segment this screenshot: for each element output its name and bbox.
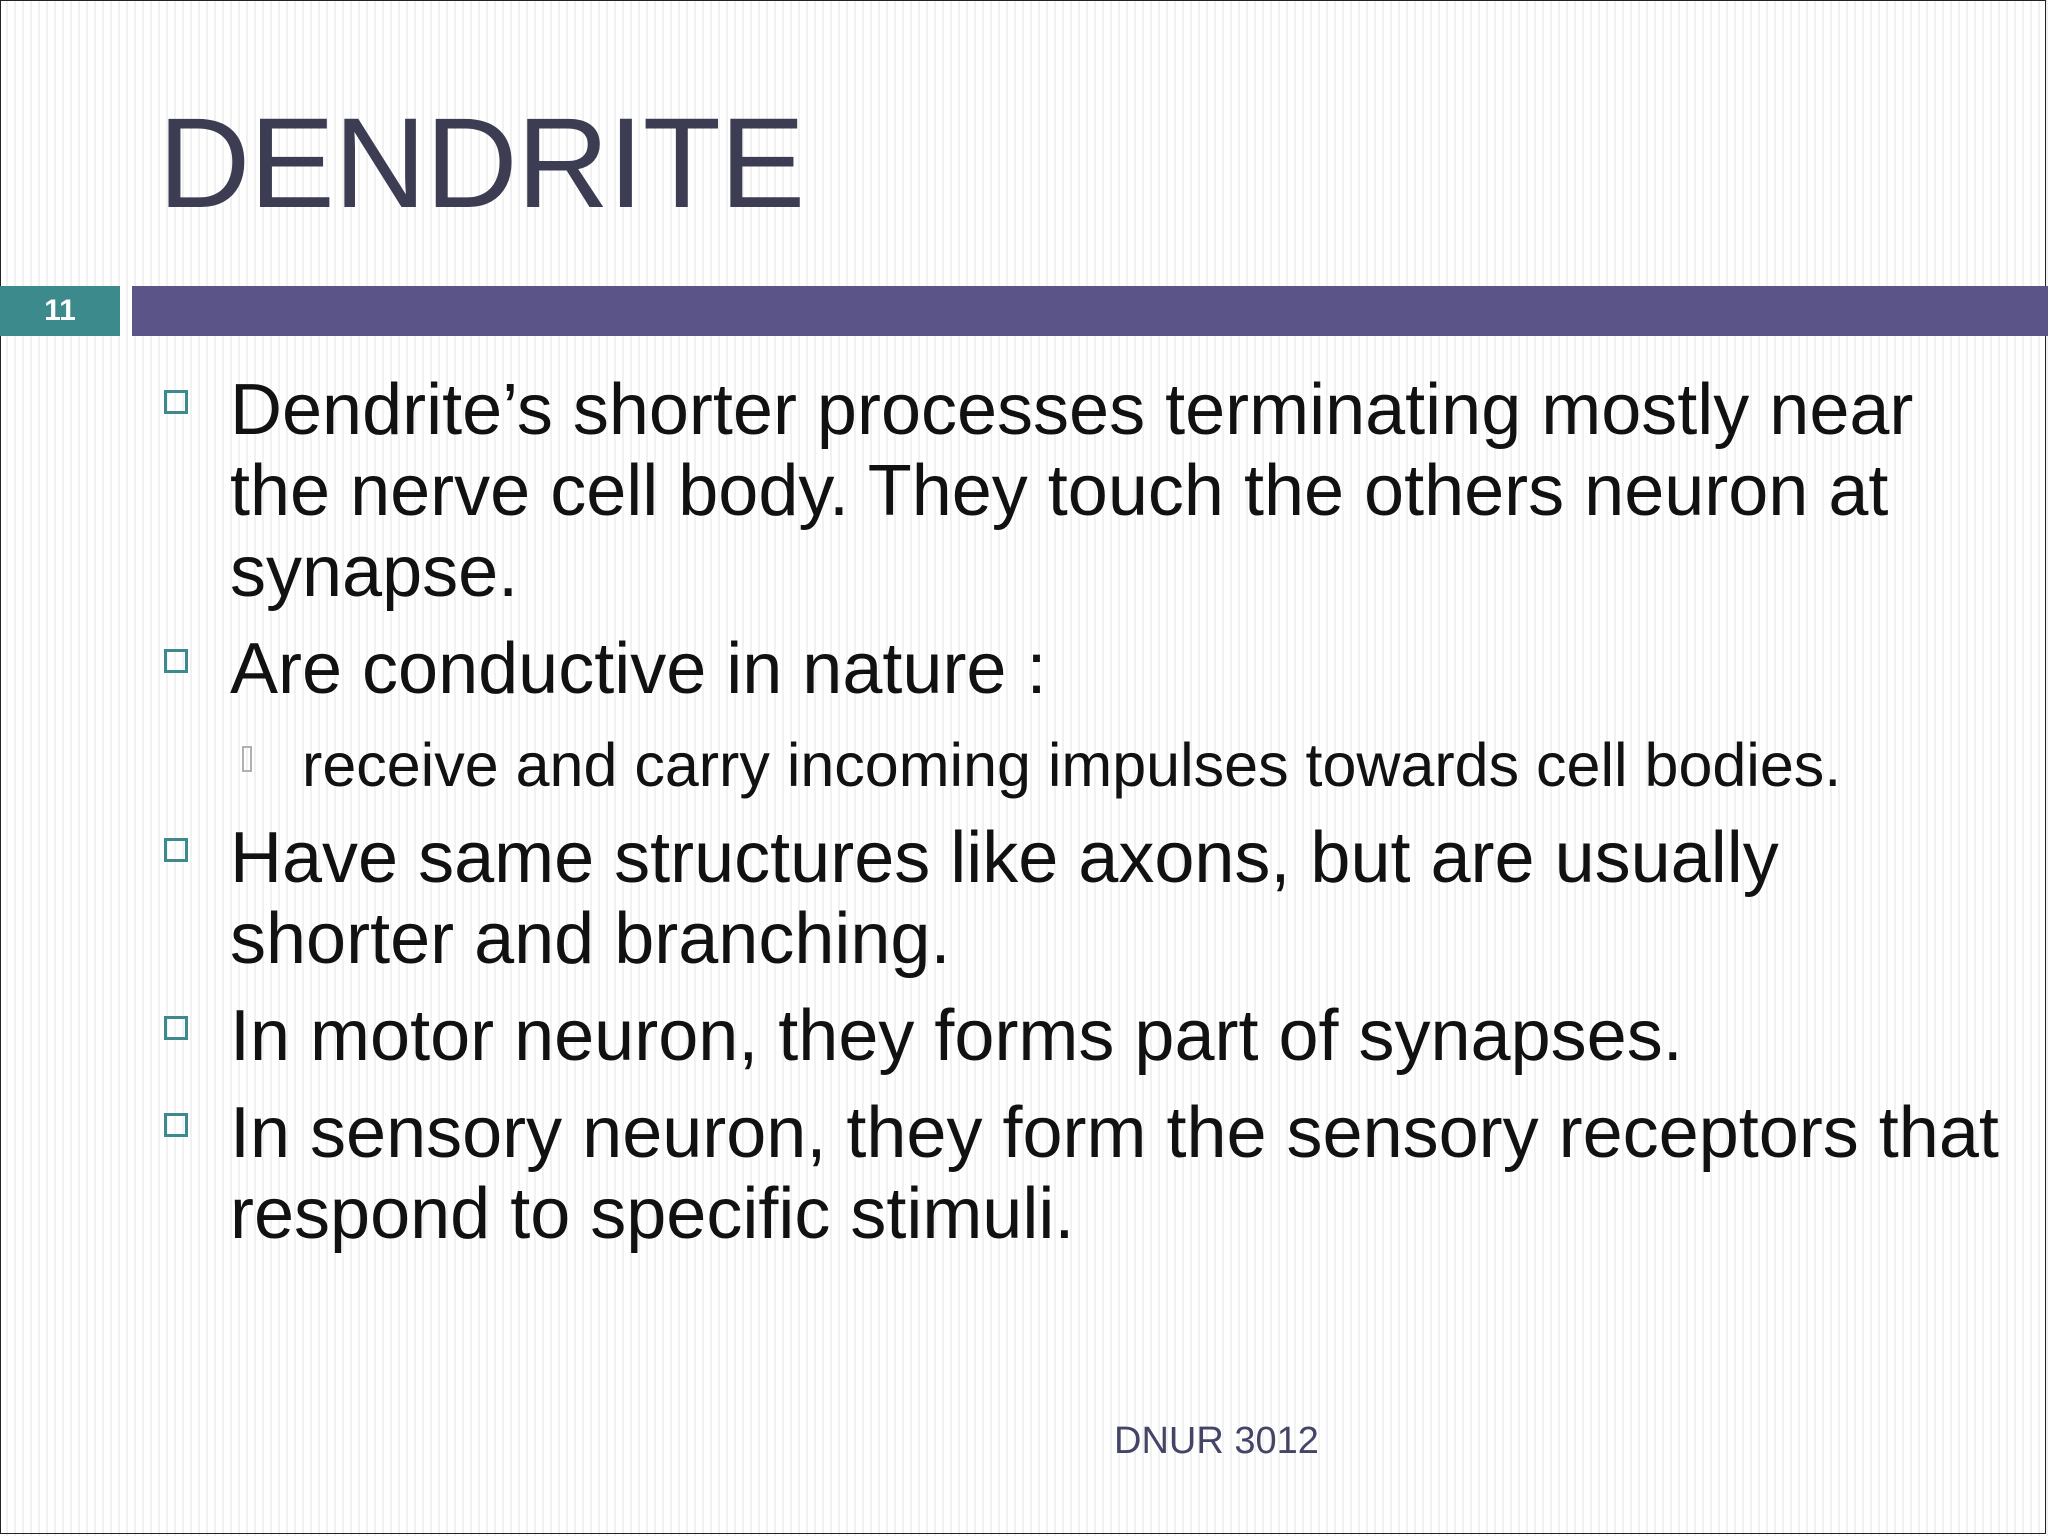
bullet-item — [160, 996, 2000, 1077]
bullet-text: In sensory neuron, they form the sensory receptors that respond to specific stimuli. — [230, 1093, 1999, 1254]
sub-bullet-list — [160, 728, 2000, 802]
square-bullet-icon — [164, 838, 188, 862]
bullet-text: Have same structures like axons, but are usually shorter and branching. — [230, 818, 1779, 979]
square-bullet-icon — [164, 649, 188, 673]
slide-number: 11 — [0, 286, 120, 336]
bullet-text: Are conductive in nature : — [230, 629, 1047, 709]
bullet-text: Dendrite’s shorter processes terminating mostly near the nerve cell body. They touch the others neuron at synapse. — [230, 370, 1914, 612]
bullet-item — [160, 629, 2000, 710]
bullet-text: In motor neuron, they forms part of synapses. — [230, 996, 1683, 1076]
square-bullet-icon — [164, 1113, 188, 1137]
sub-bullet-icon — [242, 746, 252, 772]
slide-title: DENDRITE — [158, 92, 805, 235]
slide-content — [160, 370, 2000, 1255]
sub-bullet-text: receive and carry incoming impulses towards cell bodies. — [302, 731, 1842, 799]
bullet-item — [160, 818, 2000, 980]
sub-bullet-item — [160, 728, 2000, 802]
bullet-item — [160, 370, 2000, 613]
bullet-item — [160, 1093, 2000, 1255]
footer-course-code: DNUR 3012 — [1114, 1420, 1319, 1462]
title-divider-bar — [132, 286, 2048, 336]
square-bullet-icon — [164, 390, 188, 414]
square-bullet-icon — [164, 1016, 188, 1040]
